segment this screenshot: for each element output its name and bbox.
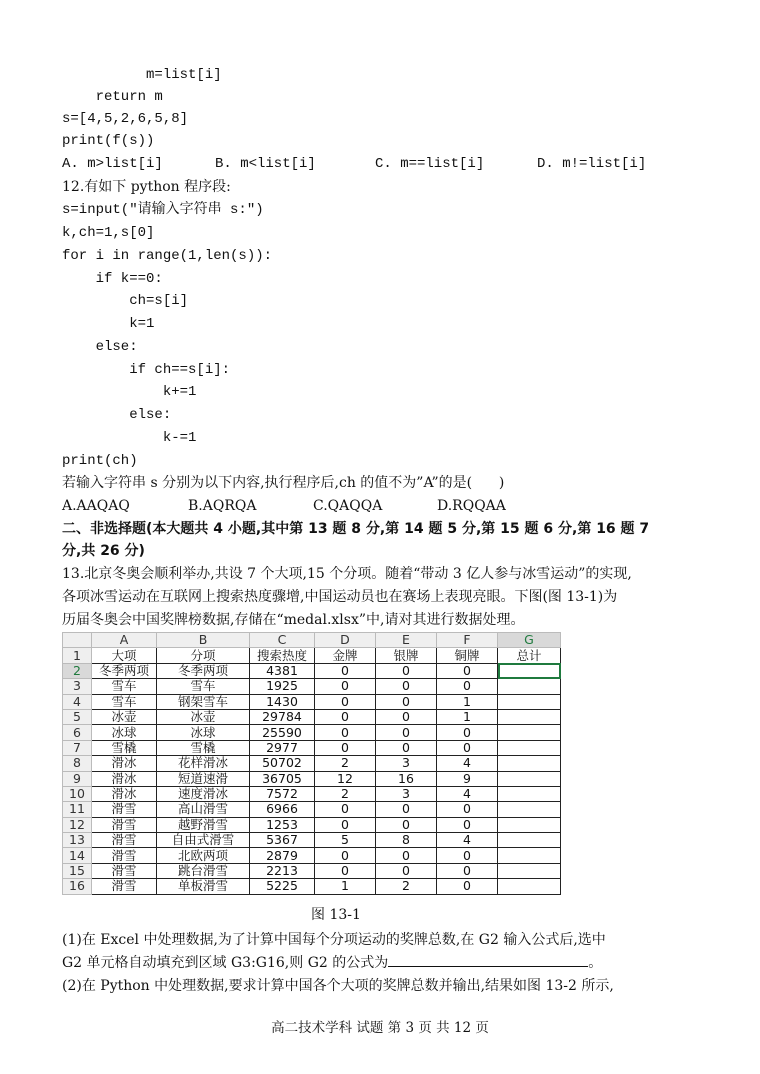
data-cell[interactable]: 滑雪: [92, 802, 157, 817]
data-cell[interactable]: [498, 863, 561, 878]
col-letter: E: [376, 633, 437, 648]
sheet-row: [63, 817, 561, 832]
figure-caption: 图 13-1: [311, 907, 361, 923]
header-cell[interactable]: 总计: [498, 648, 561, 663]
data-cell[interactable]: 0: [315, 802, 376, 817]
option-d: D. m!=list[i]: [537, 156, 647, 172]
question-12-text: 若输入字符串 s 分别为以下内容,执行程序后,ch 的值不为”A”的是( ): [62, 475, 505, 491]
data-cell[interactable]: [498, 879, 561, 894]
code-line: if ch==s[i]:: [62, 362, 231, 378]
data-cell[interactable]: [498, 663, 561, 678]
data-cell[interactable]: 16: [376, 771, 437, 786]
data-cell[interactable]: 单板滑雪: [157, 879, 250, 894]
option-a: A.AAQAQ: [62, 498, 130, 514]
data-cell[interactable]: 雪车: [157, 679, 250, 694]
sheet-row: [63, 694, 561, 709]
data-cell[interactable]: 0: [437, 848, 498, 863]
row-number: 2: [63, 663, 92, 678]
code-line: k-=1: [62, 430, 197, 446]
header-cell[interactable]: 分项: [157, 648, 250, 663]
row-number: 9: [63, 771, 92, 786]
row-number: 13: [63, 833, 92, 848]
sheet-row: [63, 740, 561, 755]
data-cell[interactable]: 8: [376, 833, 437, 848]
data-cell[interactable]: 速度滑冰: [157, 786, 250, 801]
question-13-text: 历届冬奥会中国奖牌榜数据,存储在“medal.xlsx”中,请对其进行数据处理。: [62, 612, 525, 628]
page-footer: 高二技术学科 试题 第 3 页 共 12 页: [271, 1020, 489, 1036]
data-cell[interactable]: 0: [376, 740, 437, 755]
sheet-row: [63, 833, 561, 848]
data-cell[interactable]: 0: [315, 679, 376, 694]
code-line: else:: [62, 339, 138, 355]
code-line: k=1: [62, 316, 155, 332]
code-line: return m: [62, 89, 163, 105]
data-cell[interactable]: 花样滑冰: [157, 756, 250, 771]
data-cell[interactable]: 25590: [250, 725, 315, 740]
code-line: print(f(s)): [62, 133, 155, 149]
sub-question-1-cont: [62, 952, 602, 974]
code-line: print(ch): [62, 453, 138, 469]
data-cell[interactable]: 9: [437, 771, 498, 786]
data-cell[interactable]: 短道速滑: [157, 771, 250, 786]
data-cell[interactable]: 0: [376, 709, 437, 724]
data-cell[interactable]: 0: [315, 740, 376, 755]
data-cell[interactable]: 2977: [250, 740, 315, 755]
data-cell[interactable]: 冰壶: [157, 709, 250, 724]
data-cell[interactable]: 滑雪: [92, 863, 157, 878]
data-cell[interactable]: 4: [437, 833, 498, 848]
sheet-row: [63, 679, 561, 694]
row-number: 16: [63, 879, 92, 894]
sheet-row: [63, 771, 561, 786]
code-line: k+=1: [62, 384, 197, 400]
code-line: if k==0:: [62, 271, 163, 287]
row-number: 6: [63, 725, 92, 740]
data-cell[interactable]: 2: [376, 879, 437, 894]
data-cell[interactable]: 0: [315, 817, 376, 832]
question-12-title: 12.有如下 python 程序段:: [62, 179, 231, 195]
row-number: 7: [63, 740, 92, 755]
sheet-row: [63, 848, 561, 863]
section-heading: 二、非选择题(本大题共 4 小题,其中第 13 题 8 分,第 14 题 5 分,第 15 题 6 分,第 16 题 7: [62, 521, 650, 537]
data-cell[interactable]: 越野滑雪: [157, 817, 250, 832]
data-cell[interactable]: 0: [315, 709, 376, 724]
data-cell[interactable]: 29784: [250, 709, 315, 724]
data-cell[interactable]: 冰球: [92, 725, 157, 740]
row-number: 12: [63, 817, 92, 832]
code-line: ch=s[i]: [62, 293, 189, 309]
header-cell[interactable]: 搜索热度: [250, 648, 315, 663]
data-cell[interactable]: 跳台滑雪: [157, 863, 250, 878]
sub-question-1: (1)在 Excel 中处理数据,为了计算中国每个分项运动的奖牌总数,在 G2 输入公式后,选中: [62, 932, 606, 948]
data-cell[interactable]: 50702: [250, 756, 315, 771]
data-cell[interactable]: 冬季两项: [92, 663, 157, 678]
data-cell[interactable]: 0: [437, 817, 498, 832]
data-cell[interactable]: 2879: [250, 848, 315, 863]
data-cell[interactable]: 高山滑雪: [157, 802, 250, 817]
data-cell[interactable]: 钢架雪车: [157, 694, 250, 709]
data-cell[interactable]: 冰壶: [92, 709, 157, 724]
data-cell[interactable]: 0: [376, 725, 437, 740]
data-cell[interactable]: 0: [315, 663, 376, 678]
data-cell[interactable]: 0: [437, 663, 498, 678]
data-cell[interactable]: 1: [315, 879, 376, 894]
data-cell[interactable]: 自由式滑雪: [157, 833, 250, 848]
data-cell[interactable]: 3: [376, 786, 437, 801]
question-13-text: 各项冰雪运动在互联网上搜索热度骤增,中国运动员也在赛场上表现亮眼。下图(图 13-1)为: [62, 589, 618, 605]
data-cell[interactable]: [498, 802, 561, 817]
option-d: D.RQQAA: [437, 498, 506, 514]
data-cell[interactable]: 4381: [250, 663, 315, 678]
header-cell[interactable]: 金牌: [315, 648, 376, 663]
data-cell[interactable]: [498, 725, 561, 740]
data-cell[interactable]: [498, 833, 561, 848]
col-letter: F: [437, 633, 498, 648]
answer-blank[interactable]: [388, 952, 588, 967]
data-cell[interactable]: 1430: [250, 694, 315, 709]
data-cell[interactable]: 滑雪: [92, 817, 157, 832]
data-cell[interactable]: 5225: [250, 879, 315, 894]
sheet-row: [63, 709, 561, 724]
data-cell[interactable]: 滑冰: [92, 786, 157, 801]
data-cell[interactable]: 0: [376, 663, 437, 678]
option-a: A. m>list[i]: [62, 156, 163, 172]
data-cell[interactable]: 0: [437, 863, 498, 878]
data-cell[interactable]: 滑雪: [92, 879, 157, 894]
sheet-row: [63, 863, 561, 878]
data-cell[interactable]: 3: [376, 756, 437, 771]
row-number: 1: [63, 648, 92, 663]
col-letter: D: [315, 633, 376, 648]
data-cell[interactable]: 5: [315, 833, 376, 848]
sub-question-2: (2)在 Python 中处理数据,要求计算中国各个大项的奖牌总数并输出,结果如图 13-2 所示,: [62, 978, 614, 994]
section-heading-cont: 分,共 26 分): [62, 543, 145, 559]
col-letter: A: [92, 633, 157, 648]
sheet-row: [63, 725, 561, 740]
data-cell[interactable]: [498, 694, 561, 709]
data-cell[interactable]: 1925: [250, 679, 315, 694]
code-line: else:: [62, 407, 172, 423]
column-letter-row: [63, 633, 561, 648]
code-line: s=input("请输入字符串 s:"): [62, 202, 264, 218]
data-cell[interactable]: 滑冰: [92, 756, 157, 771]
sheet-row: [63, 802, 561, 817]
data-cell[interactable]: [498, 848, 561, 863]
data-cell[interactable]: 0: [437, 725, 498, 740]
col-letter: G: [498, 633, 561, 648]
row-number: 3: [63, 679, 92, 694]
data-cell[interactable]: [498, 756, 561, 771]
header-cell[interactable]: 大项: [92, 648, 157, 663]
data-cell[interactable]: 雪车: [92, 679, 157, 694]
sheet-header-row: [63, 648, 561, 663]
sub-question-1-text: G2 单元格自动填充到区域 G3:G16,则 G2 的公式为: [62, 955, 389, 971]
data-cell[interactable]: 2: [315, 786, 376, 801]
data-cell[interactable]: 0: [437, 740, 498, 755]
corner-cell: [63, 633, 92, 648]
data-cell[interactable]: 7572: [250, 786, 315, 801]
option-b: B. m<list[i]: [215, 156, 316, 172]
data-cell[interactable]: [498, 709, 561, 724]
code-line: s=[4,5,2,6,5,8]: [62, 111, 189, 127]
sheet-row: [63, 786, 561, 801]
data-cell[interactable]: 冰球: [157, 725, 250, 740]
data-cell[interactable]: 0: [376, 848, 437, 863]
data-cell[interactable]: [498, 679, 561, 694]
data-cell[interactable]: 雪橇: [92, 740, 157, 755]
data-cell[interactable]: 0: [376, 694, 437, 709]
data-cell[interactable]: 12: [315, 771, 376, 786]
data-cell[interactable]: 2: [315, 756, 376, 771]
code-line: m=list[i]: [62, 67, 222, 83]
data-cell[interactable]: 2213: [250, 863, 315, 878]
data-cell[interactable]: 4: [437, 756, 498, 771]
data-cell[interactable]: 0: [376, 679, 437, 694]
data-cell[interactable]: [498, 740, 561, 755]
data-cell[interactable]: [498, 771, 561, 786]
header-cell[interactable]: 铜牌: [437, 648, 498, 663]
data-cell[interactable]: 0: [315, 694, 376, 709]
data-cell[interactable]: 滑雪: [92, 833, 157, 848]
data-cell[interactable]: 0: [376, 863, 437, 878]
data-cell[interactable]: 冬季两项: [157, 663, 250, 678]
option-c: C. m==list[i]: [375, 156, 485, 172]
data-cell[interactable]: 雪橇: [157, 740, 250, 755]
header-cell[interactable]: 银牌: [376, 648, 437, 663]
col-letter: C: [250, 633, 315, 648]
data-cell[interactable]: 0: [315, 725, 376, 740]
data-cell[interactable]: 0: [437, 879, 498, 894]
col-letter: B: [157, 633, 250, 648]
row-number: 14: [63, 848, 92, 863]
row-number: 10: [63, 786, 92, 801]
data-cell[interactable]: 6966: [250, 802, 315, 817]
data-cell[interactable]: 1: [437, 709, 498, 724]
data-cell[interactable]: 36705: [250, 771, 315, 786]
row-number: 8: [63, 756, 92, 771]
code-line: k,ch=1,s[0]: [62, 225, 155, 241]
data-cell[interactable]: 0: [376, 802, 437, 817]
data-cell[interactable]: 1: [437, 694, 498, 709]
data-cell[interactable]: 1253: [250, 817, 315, 832]
sheet-row: [63, 756, 561, 771]
option-b: B.AQRQA: [188, 498, 257, 514]
row-number: 5: [63, 709, 92, 724]
data-cell[interactable]: [498, 817, 561, 832]
data-cell[interactable]: 0: [315, 848, 376, 863]
data-cell[interactable]: 5367: [250, 833, 315, 848]
option-c: C.QAQQA: [313, 498, 383, 514]
data-cell[interactable]: [498, 786, 561, 801]
data-cell[interactable]: 北欧两项: [157, 848, 250, 863]
data-cell[interactable]: 0: [437, 679, 498, 694]
excel-sheet: [62, 632, 561, 895]
row-number: 4: [63, 694, 92, 709]
data-cell[interactable]: 滑冰: [92, 771, 157, 786]
code-line: for i in range(1,len(s)):: [62, 248, 273, 264]
period: 。: [588, 955, 603, 971]
row-number: 15: [63, 863, 92, 878]
data-cell[interactable]: 0: [376, 817, 437, 832]
data-cell[interactable]: 4: [437, 786, 498, 801]
sheet-row: [63, 879, 561, 894]
data-cell[interactable]: 滑雪: [92, 848, 157, 863]
data-cell[interactable]: 0: [315, 863, 376, 878]
question-13-text: 13.北京冬奥会顺利举办,共设 7 个大项,15 个分项。随着“带动 3 亿人参与冰雪运动”的实现,: [62, 566, 632, 582]
sheet-row: [63, 663, 561, 678]
row-number: 11: [63, 802, 92, 817]
data-cell[interactable]: 0: [437, 802, 498, 817]
data-cell[interactable]: 雪车: [92, 694, 157, 709]
